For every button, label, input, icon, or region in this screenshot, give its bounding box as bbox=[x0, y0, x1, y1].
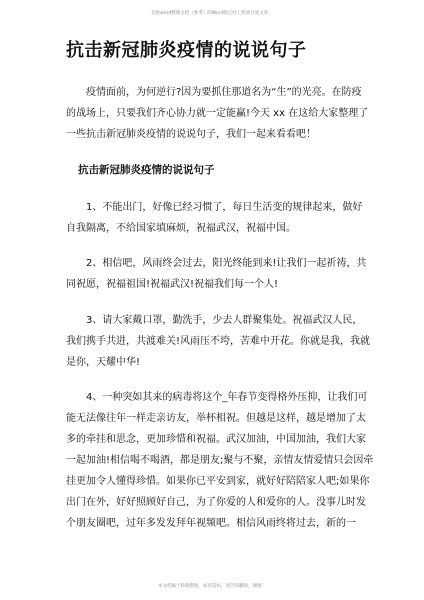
text-line: 一起加油!相信喝不喝酒，都是朋友;聚与不聚，亲情友情爱情只会因牵 bbox=[66, 455, 374, 466]
paragraph-2 bbox=[66, 253, 366, 295]
intro-paragraph bbox=[66, 82, 369, 145]
text-line: 出门在外，好好照顾好自己，为了你爱的人和爱你的人。没事儿时发 bbox=[66, 497, 366, 508]
page-header-note: 仅供word整理文档（参考）的Word版已经上传到百度文库。 bbox=[151, 11, 273, 16]
document-title: 抗击新冠肺炎疫情的说说句子 bbox=[66, 40, 307, 61]
text-line: 2、相信吧，风雨终会过去，阳光终能到来!让我们一起祈祷，共 bbox=[86, 258, 367, 269]
text-line: 的战场上，只要我们齐心协力就一定能赢!今天 xx 在这给大家整理了 bbox=[66, 108, 369, 119]
section-subtitle: 抗击新冠肺炎疫情的说说句子 bbox=[78, 163, 215, 176]
text-line: 3、请大家戴口罩，勤洗手，少去人群聚集处。祝福武汉人民， bbox=[86, 314, 363, 326]
text-line: 多的牵挂和思念，更加珍惜和祝福。武汉加油，中国加油，我们大家 bbox=[66, 434, 366, 445]
text-line: 1、不能出门，好像已经习惯了，每日生活变的规律起来，做好 bbox=[86, 201, 363, 213]
text-line: 我们携手共进，共渡难关!风雨压不垮，苦难中开花。你就是我，我就 bbox=[66, 335, 371, 347]
text-line: 是你，天耀中华! bbox=[66, 356, 141, 368]
text-line: 挂更加令人懂得珍惜。如果你已平安到家，就好好陪陪家人吧;如果你 bbox=[66, 476, 370, 487]
paragraph-1 bbox=[66, 197, 366, 239]
text-line: 疫情面前，为何逆行?因为要抓住那道名为“生”的光亮。在防疫 bbox=[86, 87, 362, 98]
text-line: 4、一种突如其来的病毒将这个_年春节变得格外压抑，让我们可 bbox=[86, 392, 368, 403]
text-line: 一些抗击新冠肺炎疫情的说说句子，我们一起来看看吧！ bbox=[66, 129, 316, 140]
paragraph-4 bbox=[66, 387, 374, 534]
text-line: 自我隔离，不给国家填麻烦，祝福武汉，祝福中国。 bbox=[66, 222, 296, 234]
paragraph-3 bbox=[66, 310, 371, 373]
text-line: 能无法像往年一样走亲访友，举杯相祝。但越是这样，越是增加了太 bbox=[66, 413, 366, 424]
text-line: 个朋友圈吧，过年多发发拜年视频吧。相信风雨终将过去，新的一 bbox=[66, 518, 356, 529]
document-body bbox=[66, 82, 374, 549]
page-footer-note: 本文档属于转载整理，如有侵权，请告知删除，谢谢！ bbox=[158, 584, 266, 589]
text-line: 同祝愿，祝福祖国!祝福武汉!祝福我们每一个人! bbox=[66, 279, 279, 290]
